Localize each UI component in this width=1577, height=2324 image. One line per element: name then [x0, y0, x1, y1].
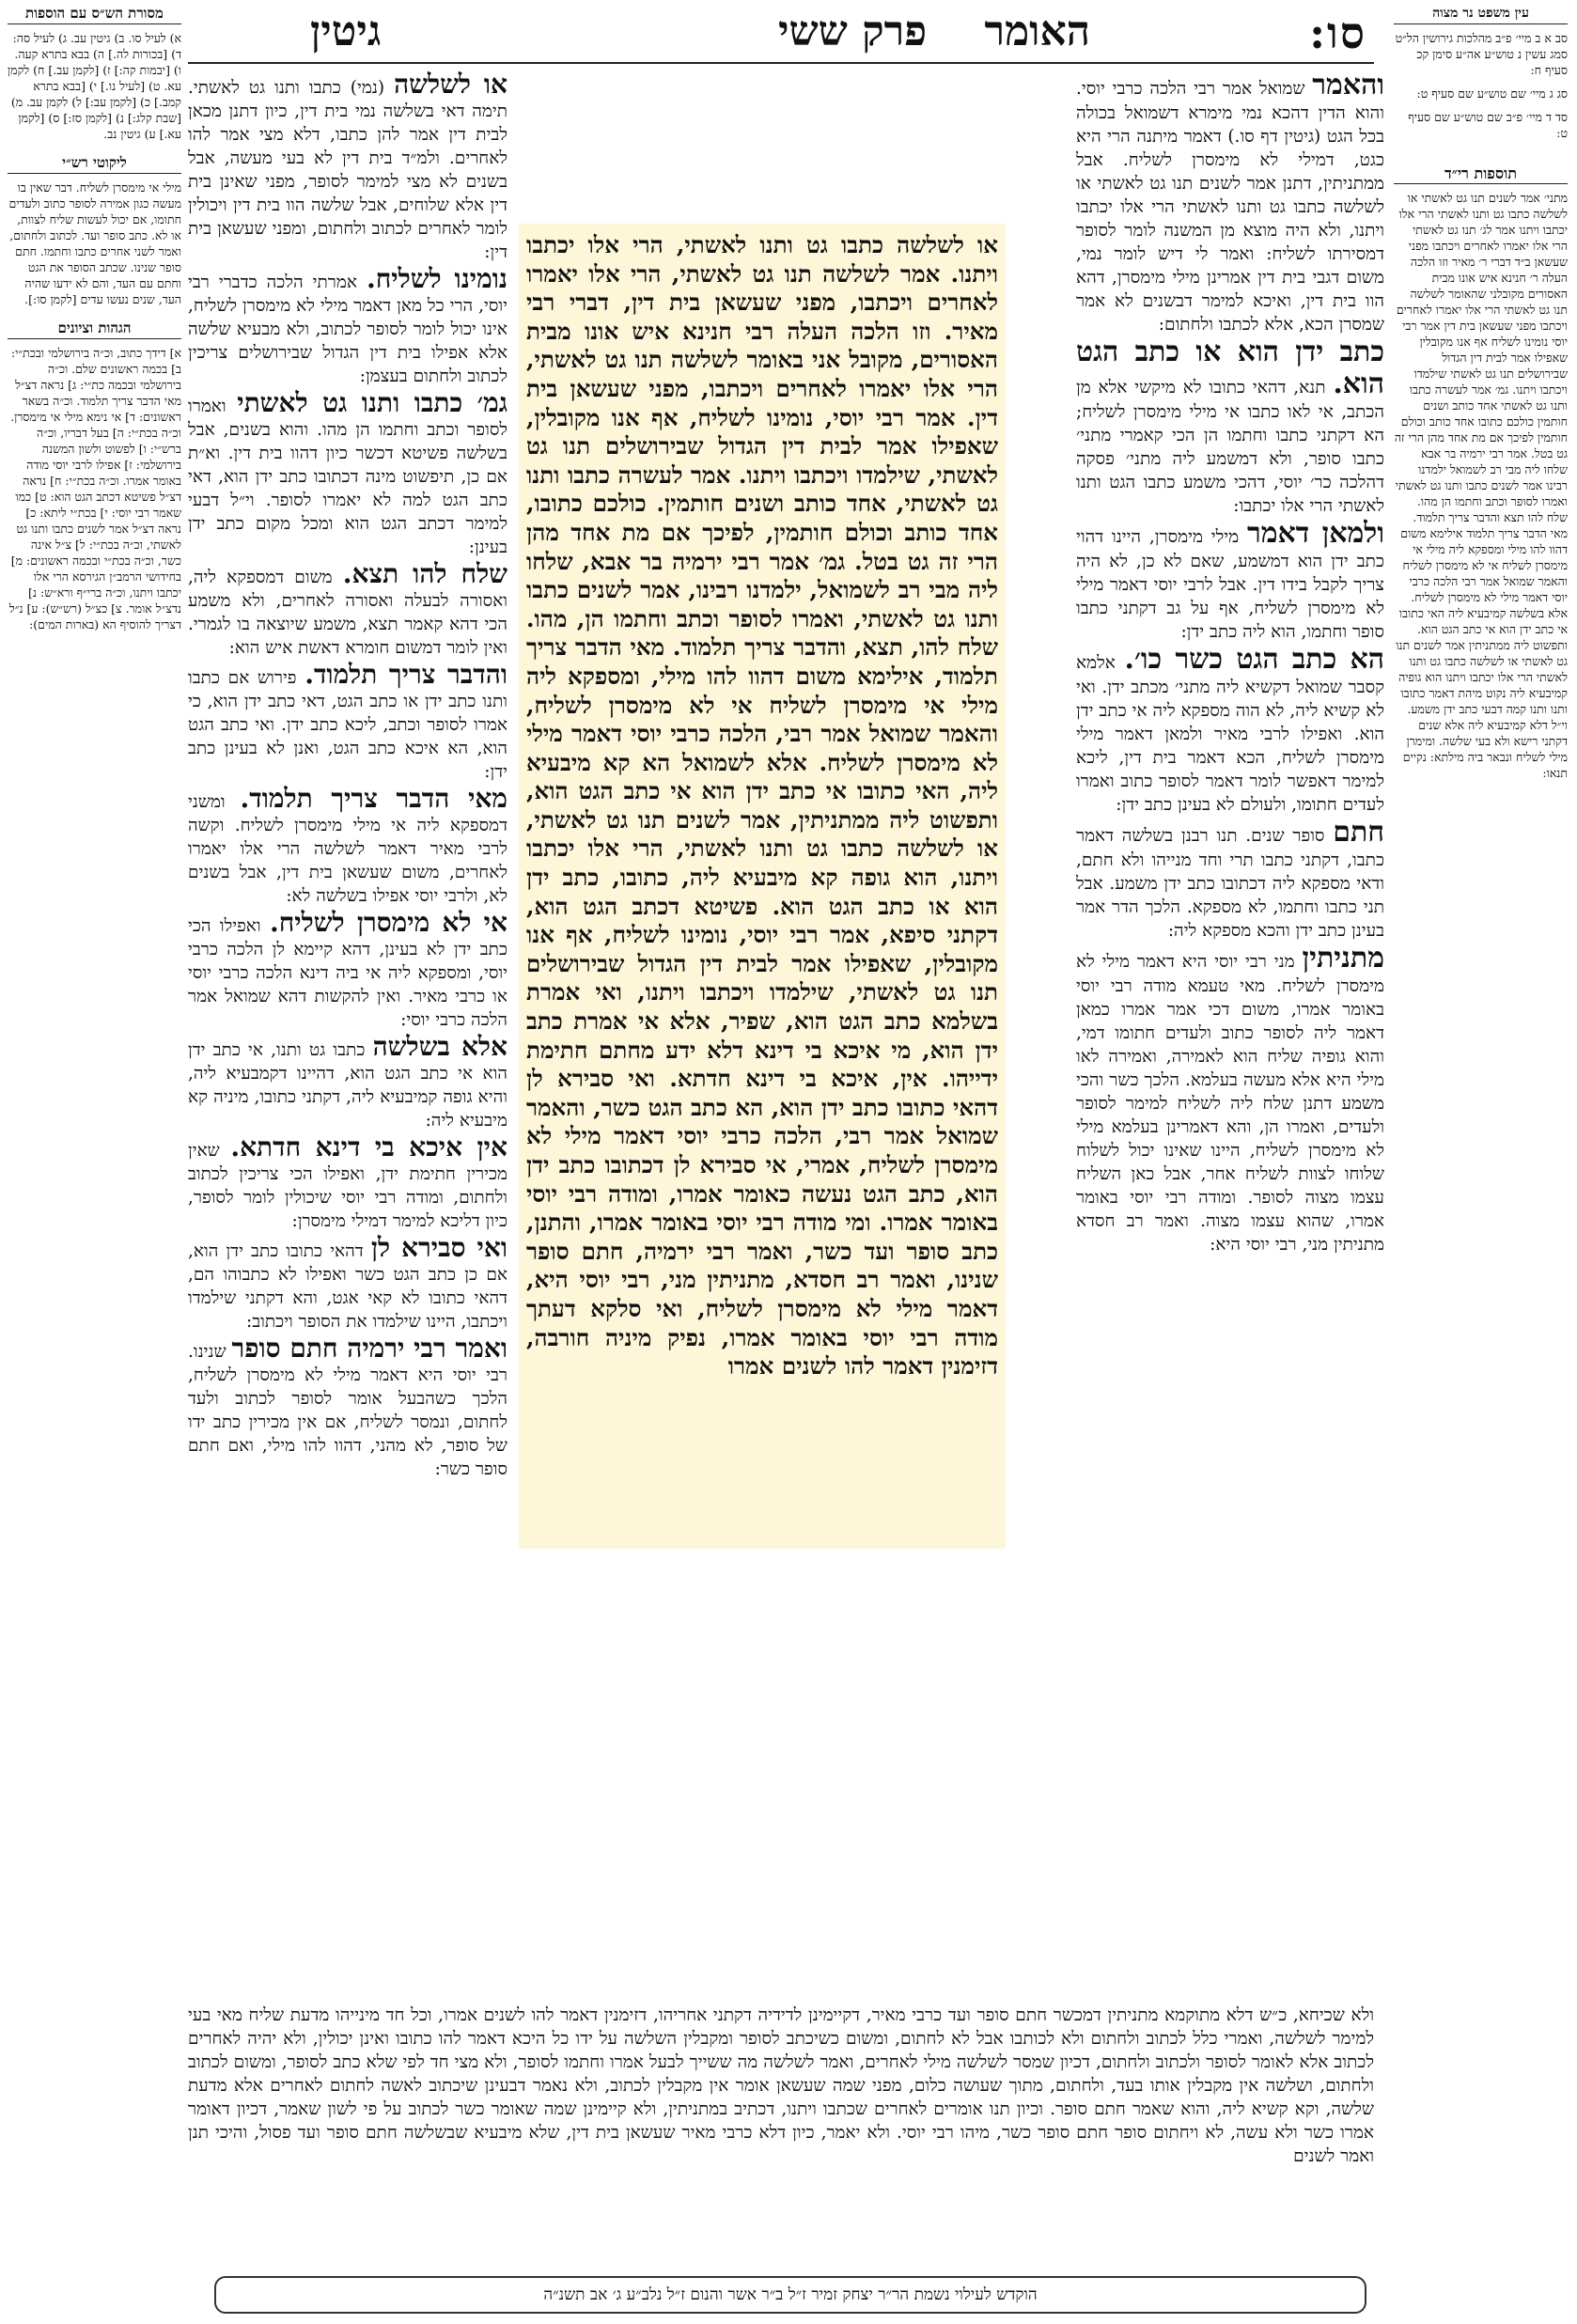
rashi-lead-word: חתם — [1333, 816, 1384, 849]
tosafot-lead-word: אי לא מימסרן לשליח. — [269, 907, 507, 938]
ein-mishpat-column — [1394, 6, 1568, 1899]
tosafot-text: ואמרו לסופר וכתב וחתמו הן מהו. והוא בשנים, אבל בשלשה פשיטא דכשר כיון דהוו בית דין. וא״ת אם כן, תיפשוט מינה דכתובו כתב ידן הוא, דאי כתב הגט למה לא יאמרו לסופר. וי״ל דבעי למימר דכתב הגט הוא ומכל מקום כתב ידן בעינן: — [188, 397, 507, 557]
tractate-name: גיטין — [310, 8, 382, 55]
tosafot-rid-text: מתני׳ אמר לשנים תנו גט לאשתי או לשלשה כתבו גט ותנו לאשתי הרי אלו יכתבו ויתנו אמר לג׳ תנו גט לאשתי הרי אלו יאמרו לאחרים ויכתבו מפני שעשאן ב״ד דברי ר׳ מאיר וזו הלכה העלה ר׳ חנינא איש אונו מבית האסורים מקובלני שהאומר לשלשה תנו גט לאשתי הרי אלו יאמרו לאחרים ויכתבו מפני שעשאן בית דין אמר רבי יוסי נומינו לשליח אף אנו מקובלין שאפילו אמר לבית דין הגדול שבירושלים תנו גט לאשתי שילמדו ויכתבו ויתנו. גמ׳ אמר לעשרה כתבו ותנו גט לאשתי אחד כותב ושנים חותמין כולכם כתובו אחד כותב וכולם חותמין לפיכך אם מת אחד מהן הרי זה גט בטל. אמר רבי ירמיה בר אבא שלחו ליה מבי רב לשמואל ילמדנו רבינו אמר לשנים כתבו ותנו גט לאשתי ואמרו לסופר וכתב וחתמו הן מהו. שלח להו תצא והדבר צריך תלמוד. מאי הדבר צריך תלמוד אילימא משום דהוו להו מילי ומספקא ליה מילי אי מימסרן לשליח אי לא מימסרן לשליח והאמר שמואל אמר רבי הלכה כרבי יוסי דאמר מילי לא מימסרן לשליח. אלא בשלשה קמיבעיא ליה האי כתובו אי כתב ידן הוא אי כתב הגט הוא. ותפשוט ליה ממתניתין אמר לשנים תנו גט לאשתי או לשלשה כתבו גט ותנו לאשתי הרי אלו יכתבו ויתנו הוא גופיה קמיבעיא ליה נקוט מיהת דאמר כתובו ותנו ותנו קמה דבעי כתב ידן משמע. וי״ל דלא קמיבעיא ליה אלא שנים דקתני רישא ולא בעי שלשה. ומימרן מילי לשליח ונבאר ביה מילתא: נקיים תנאו: — [1394, 191, 1568, 780]
rashi-lead-word: כתב ידן הוא או כתב הגט הוא. — [1076, 335, 1384, 400]
tosafot-section — [188, 1233, 507, 1334]
tosafot-text: (נמי) כתבו ותנו גט לאשתי. תימה דאי בשלשה נמי בית דין, כיון דתנן מכאן לבית דין אמר להן כתבו, דלא מצי אמר להו לאחרים. ולמ״ד בית דין לא בעי מעשה, אבל בשנים לא מצי למימר לסופר, מפני שאינן בית דין אלא שלוחים, אבל שלשה הוו בית דין ויכולין לומר לאחרים לכתוב ולחתום, ומפני שעשאן בית דין: — [188, 78, 507, 262]
tosafot-section — [188, 1334, 507, 1481]
tosafot-lead-word: והדבר צריך תלמוד. — [304, 659, 507, 690]
tosafot-lead-word: שלח להו תצא. — [342, 558, 507, 589]
tosafot-text: שאין מכירין חתימת ידן, ואפילו הכי צריכין לכתוב ולחתום, ומודה רבי יוסי שיכולין לומר לסופר, כיון דליכא למימר דמילי מימסרן: — [188, 1141, 507, 1231]
rashi-lead-word: והאמר — [1312, 70, 1384, 101]
daf-number: סו: — [1309, 8, 1366, 58]
tosafot-column — [188, 70, 507, 1991]
tosafot-text: שנינו. רבי יוסי היא דאמר מילי לא מימסרן לשליח, הלכך כשהבעל אומר לסופר לכתוב ולעד לחתום, ונמסר לשליח, אם אין מכירין כתב ידו של סופר, לא מהני, דהוו להו מילי, ואם חתם סופר כשר: — [188, 1342, 507, 1479]
likutei-title: ליקוטי רש״י — [8, 155, 181, 174]
likutei-rashi — [8, 155, 181, 307]
tosafot-text: ואפילו הכי כתב ידן לא בעינן, דהא קיימא לן הלכה כרבי יוסי, ומספקא ליה אי ביה דינא הלכה כרבי יוסי או כרבי מאיר. ואין להקשות דהא שמואל אמר הלכה כרבי יוסי: — [188, 916, 507, 1030]
rashi-text: סופר שנים. תנו רבנן בשלשה דאמר כתבו, דקתני כתבו תרי וחד מנייהו ולא חתם, ודאי מספקא ליה דכתובו כתב ידן משמע. אבל תני כתבו וחתמו, לא מספקא. הלכך הדר אמר בעינן כתב ידן והכא מספקא ליה: — [1076, 826, 1384, 941]
dedication-text: הוקדש לעילוי נשמת הר״ר יצחק זמיר ז״ל ב״ר אשר והנום ז״ל נלב״ע ג׳ אב תשנ״ה — [543, 2285, 1038, 2304]
rashi-section — [1076, 336, 1384, 518]
tosafot-section — [188, 264, 507, 388]
masoret-hashas — [8, 6, 181, 142]
rashi-text: שמואל אמר רבי הלכה כרבי יוסי. והוא הדין דהכא נמי מימרא דשמואל בכולה בכל הגט (גיטין דף סו.) דאמר מיתנה הרי היא כגט, דמילי לא מימסרן לשליח. אבל ממתניתין, דתנן אמר לשנים תנו גט לאשתי או לשלשה כתבו גט ותנו לאשתי הרי אלו יכתבו ויתנו, ולא היה מוצא מן המשנה לומר לסופר דמסירתו לשליח: ואמר לי דיש לומר נמי, משום דגבי בית דין אמרינן מילי מימסרן, דהא הוו בית דין, ואיכא למימר דבשנים לא אמר שמסרן הכא, אלא לכתבו ולחתום: — [1076, 79, 1384, 335]
tosafot-section — [188, 388, 507, 559]
commentary-bottom-spill — [188, 2004, 1374, 2248]
tosafot-section — [188, 908, 507, 1032]
tosafot-text: פירוש אם כתבו ותנו כתב ידן או כתב הגט, דאי כתב ידן הוא, כי אמרו לסופר וכתב, ליכא כתב ידן. ואי כתב הגט הוא, הא איכא כתב הגט, ואנן לא בעינן כתב ידן: — [188, 668, 507, 782]
tosafot-text: כתבו גט ותנו, אי כתב ידן הוא אי כתב הגט הוא, דהיינו דקמבעיא ליה, והיא גופה קמיבעיא ליה, דקתני כתובו, מיניה קא מיבעיא ליה: — [188, 1040, 507, 1131]
likutei-text: מילי אי מימסרן לשליח. דבר שאין בו מעשה כגון אמירה לסופר כתוב ולעדים חתומו, אם יכול לעשות שליח לצוות, או לא. כתב סופר ועד. לכתוב ולחתום, ואמר לשני אחרים כתבו וחתמו. חתם סופר שנינו. שכתב הסופר את הגט וחתם עם העד, והם לא ידעו שהיה העד, שנים נעשו עדים [לקמן סו:]. — [8, 180, 181, 306]
tosafot-lead-word: או לשלשה — [394, 70, 507, 100]
tosafot-text: אמרתי הלכה כדברי רבי יוסי, הרי כל מאן דאמר מילי לא מימסרן לשליח, אינו יכול לומר לסופר לכתוב, ולא מבעיא שלשה אלא אפילו בית דין הגדול שבירושלים צריכין לכתוב ולחתום בעצמן: — [188, 273, 507, 386]
tosafot-lead-word: ואמר רבי ירמיה חתם סופר — [231, 1333, 507, 1364]
ein-mishpat-entry: סד ד מיי׳ פ״ב שם טוש״ע שם סעיף ט: — [1408, 110, 1568, 140]
header-divider — [188, 62, 1374, 64]
tosafot-section — [188, 784, 507, 908]
tosafot-section — [188, 70, 507, 264]
tosafot-text: משום דמספקא ליה, ואסורה לבעלה ואסורה לאחרים, ולא משמע הכי דהא קאמר תצא, משמע שיוצאה בו לגמרי. ואין לומר דמשום חומרא דאשת איש הוא: — [188, 568, 507, 658]
hagahot-vetziyunim — [8, 320, 181, 632]
rashi-section — [1076, 644, 1384, 817]
rashi-lead-word: ולמאן דאמר — [1246, 517, 1384, 550]
rashi-text: מילי מימסרן, היינו דהוי כתב ידן הוא דמשמע, שאם לא כן, לא היה צריך לקבל בידו דין. אבל לרבי יוסי דאמר מילי לא מימסרן לשליח, אף על גב דקתני כתבו סופר וחתמו, הוא ליה כתב ידן: — [1076, 527, 1384, 642]
left-margin-column — [8, 6, 181, 1951]
tosafot-lead-word: נומינו לשליח. — [366, 263, 507, 294]
gemara-text: או לשלשה כתבו גט ותנו לאשתי, הרי אלו יכתבו ויתנו. אמר לשלשה תנו גט לאשתי, הרי אלו יאמרו לאחרים ויכתבו, מפני שעשאן בית דין, דברי רבי מאיר. וזו הלכה העלה רבי חנינא איש אונו מבית האסורים, מקובל אני באומר לשלשה תנו גט לאשתי, הרי אלו יאמרו לאחרים ויכתבו, מפני שעשאן בית דין. אמר רבי יוסי, נומינו לשליח, אף אנו מקובלין, שאפילו אמר לבית דין הגדול שבירושלים תנו גט לאשתי, שילמדו ויכתבו ויתנו. אמר לעשרה כתבו ותנו גט לאשתי, אחד כותב ושנים חותמין. כולכם כתובו, אחד כותב וכולם חותמין, לפיכך אם מת אחד מהן הרי זה גט בטל. גמ׳ אמר רבי ירמיה בר אבא, שלחו ליה מבי רב לשמואל, ילמדנו רבינו, אמר לשנים כתבו ותנו גט לאשתי, ואמרו לסופר וכתב וחתמו הן, מהו. שלח להו, תצא, והדבר צריך תלמוד. מאי הדבר צריך תלמוד, אילימא משום דהוו להו מילי, ומספקא ליה מילי אי מימסרן לשליח אי לא מימסרן לשליח, והאמר שמואל אמר רבי, הלכה כרבי יוסי דאמר מילי לא מימסרן לשליח. אלא לשמואל הא קא מיבעיא ליה, האי כתובו אי כתב ידן הוא אי כתב הגט הוא, ותפשוט ליה ממתניתין, אמר לשנים תנו גט לאשתי, או לשלשה כתבו גט ותנו לאשתי, הרי אלו יכתבו ויתנו, הוא גופה קא מיבעיא ליה, כתובו, כתב ידן הוא או כתב הגט הוא. פשיטא דכתב הגט הוא, דקתני סיפא, אמר רבי יוסי, נומינו לשליח, אף אנו מקובלין, שאפילו אמר לבית דין הגדול שבירושלים תנו גט לאשתי, שילמדו ויכתבו ויתנו, ואי אמרת בשלמא כתב הגט הוא, שפיר, אלא אי אמרת כתב ידן הוא, מי איכא בי דינא דלא ידע מחתם חתימת ידייהו. אין, איכא בי דינא חדתא. ואי סבירא לן דהאי כתובו כתב ידן הוא, הא כתב הגט כשר, והאמר שמואל אמר רבי, הלכה כרבי יוסי דאמר מילי לא מימסרן לשליח, אמרי, אי סבירא לן דכתובו כתב ידן הוא, כתב הגט נעשה כאומר אמרו, ומודה רבי יוסי באומר אמרו. ומי מודה רבי יוסי באומר אמרו, והתנן, כתב סופר ועד כשר, ואמר רבי ירמיה, חתם סופר שנינו, ואמר רב חסדא, מתניתין מני, רבי יוסי היא, דאמר מילי לא מימסרן לשליח, ואי סלקא דעתך מודה רבי יוסי באומר אמרו, נפיק מיניה חורבה, דזימנין דאמר להו לשנים אמרו — [526, 231, 998, 1380]
rashi-section — [1076, 518, 1384, 644]
rashi-text: מני רבי יוסי היא דאמר מילי לא מימסרן לשליח. מאי טעמא מודה רבי יוסי באומר אמרו, משום דכי אמר אמרו כמאן דאמר ליה לסופר כתוב ולעדים חתומו דמי, והוא גופיה שליח הוא לאמירה, ואמירה לאו מילי היא אלא מעשה בעלמא. הלכך כשר והכי משמע דתנן שלח ליה לשליח למימר לסופר ולעדים, ואמרו הן, והא דאמרינן בעלמא מילי לא מימסרן לשליח, היינו שאינו יכול לשלוח שלוחו לצוות לשליח אחר, אבל כאן השליח עצמו מצוה לסופר. ומודה רבי יוסי באומר אמרו, שהוא עצמו מצוה. ואמר רב חסדא מתניתין מני, רבי יוסי היא: — [1076, 952, 1384, 1255]
rashi-text: תנא, דהאי כתובו לא מיקשי אלא מן הכתב, אי לאו כתבו אי מילי מימסרן לשליח; הא דקתני כתבו וחתמו הן הכי קאמרי מתני׳ כתבו סופר, ולא דמשמע ליה מתני׳ פסקה דהלכה כר׳ יוסי, דהכי משמע כתבו הגט ותנו לאשתי הרי אלו יכתבו: — [1076, 378, 1384, 516]
tosafot-rid-title: תוספות רי״ד — [1394, 165, 1568, 184]
ein-mishpat-entry: סב א ב מיי׳ פ״ב מהלכות גירושין הל״ט סמג עשין נ טוש״ע אה״ע סימן קכ סעיף ח: — [1395, 31, 1568, 77]
tosafot-section — [188, 1032, 507, 1132]
tosafot-section — [188, 559, 507, 660]
masoret-text: א) לעיל סו. ב) גיטין עב. ג) לעיל סה: ד) [בכורות לה.] ה) בבא בתרא קעה. ו) [יבמות קה:] ז) [לקמן עב.] ח) לקמן עא. ט) [לעיל נו.] י) [בבא בתרא קמב.] כ) [לקמן עב:] ל) לקמן עב. מ) [שבת קלג:] נ) [לקמן סז:] ס) [לקמן עא.] ע) גיטין נב. — [8, 31, 181, 141]
tosafot-lead-word: אלא בשלשה — [372, 1031, 507, 1062]
tosafot-text: דהאי כתובו כתב ידן הוא, אם כן כתב הגט כשר ואפילו לא כתבוהו הם, דהאי כתובו לא קאי אגט, והא דקתני שילמדו ויכתבו, היינו שילמדו את הסופר ויכתוב: — [188, 1241, 507, 1332]
tosafot-lead-word: גמ׳ כתבו ותנו גט לאשתי — [237, 387, 507, 418]
rashi-text: אלמא קסבר שמואל דקשיא ליה מתני׳ מכתב ידן. ואי לא קשיא ליה, לא הוה מספקא ליה אי כתב ידן הוא. ואפילו לרבי מאיר ולמאן דאמר מילי מימסרן לשליח, הכא דאמר בית דין, ליכא למימר דאפשר לומר דאמר לסופר כתוב ואמרו לעדים חתומו, ולעולם לא בעינן כתב ידן: — [1076, 653, 1384, 815]
rashi-lead-word: הא כתב הגט כשר כו׳. — [1124, 643, 1384, 676]
rashi-section — [1076, 817, 1384, 943]
tosafot-section — [188, 660, 507, 784]
perek-number: פרק ששי — [777, 8, 928, 55]
tosafot-lead-word: ואי סבירא לן — [370, 1232, 507, 1263]
dedication-box — [214, 2276, 1366, 2314]
rashi-section — [1076, 70, 1384, 336]
tosafot-lead-word: מאי הדבר צריך תלמוד. — [240, 783, 507, 814]
perek-heading — [778, 8, 1090, 55]
gemara-column — [526, 231, 998, 1547]
ein-mishpat-title: עין משפט נר מצוה — [1394, 6, 1568, 24]
hagahot-title: הגהות וציונים — [8, 320, 181, 339]
ein-mishpat-entry: סג ג מיי׳ שם טוש״ע שם סעיף ט: — [1416, 86, 1568, 101]
perek-name: האומר — [984, 8, 1090, 55]
bottom-text: ולא שכיחא, כ״ש דלא מתוקמא מתניתין דמכשר חתם סופר ועד כרבי מאיר, דקיימינן לדידיה דקתני אחריהו, דזימנין דאמר להו לשנים אמרו, וכל חד מינייהו מדעת שליח מאי בעי למימר לשלשה, ואמרי כלל לכתוב ולחתום ולא לכותבו אבל לא לחתום, ומשום כשיכתב לסופר ומקבלין השלשה על ידו כל היכא דאמר להו כתובו ואינן יכולין, ולא יהיה לאחרים לכתוב אלא לאומר לסופר ולכתוב ולחתום, דכיון שמסר לשלשה מילי לאחרים, ואמר לשלשה מה ששייך לבעל אמרו וחתמו לסופר, ולא מצי חד לפי שלא כתב לסופר, ומשום לכתוב ולחתום, ושלשה אין מקבלין אותו בעד, ולחתום, מתוך שעושה כלום, מפני שמה שעשאן אומר אין מקבלין לכתוב, ולא נאמר דבעינן שיכתוב לאשה לחתום לאחרים אלא מדעת שלשה, וקא קשיא ליה, והוא שאמר חתם סופר. וכיון תנו אומרים לאחרים שכתבו ויתנו, דכתיב במתניתין, ולא קיימינן שמה שאומר כשר לכתוב על פי לשון שאמר, דכיון דאומר אמרו כשר ולא עשה, לא ויחתום סופר חתם סופר כשר, מיהו רבי יוסי. ולא יאמר, כיון דלא כרבי מאיר שעשאן בית דין, שלא מיבעיא שבשלשה חתם סופר ועד פסול, והיכי תנן ואמר לשנים — [188, 2005, 1374, 2166]
hagahot-text: א] דידך כתוב, וכ״ה בירושלמי ובכת״י: ב] בכמה ראשונים שלם. וכ״ה בירושלמי ובכמה כת״י: ג] נראה דצ״ל מאי הדבר צריך תלמוד. וכ״ה בשאר ראשונים: ד] אי נימא מילי אי מימסרן. וכ״ה בכת״י: ה] בעל דבריו, וכ״ה ברש״י: ו] לפשוט ולשון המשנה בירושלמי: ז] אפילו לרבי יוסי מודה באומר אמרו. וכ״ה בכת״י: ח] נראה דצ״ל פשיטא דכתב הגט הוא: ט] כמו שאמר רבי יוסי: י] בכת״י ליתא: כ] נראה דצ״ל אמר לשנים כתבו ותנו גט לאשתי, וכ״ה בכת״י: ל] צ״ל אינה כשר, וכ״ה בכת״י ובכמה ראשונים: מ] בחידושי הרמב״ן הגירסא הרי אלו יכתבו ויתנו, וכ״ה ברי״ף ורא״ש: נ] נדצ״ל אומר. צ] כצ״ל (רש״ש): ע] נ״ל דצריך להוסיף הא (בארות המים): — [8, 346, 181, 632]
tosafot-section — [188, 1132, 507, 1233]
rashi-lead-word: מתניתין — [1302, 942, 1384, 975]
rashi-section — [1076, 943, 1384, 1256]
tosafot-lead-word: אין איכא בי דינא חדתא. — [230, 1131, 507, 1162]
rashi-column — [1076, 70, 1384, 1991]
masoret-title: מסורת הש״ס עם הוספות — [8, 6, 181, 24]
page-header — [188, 8, 1372, 62]
tosafot-text: ומשני דמספקא ליה אי מילי מימסרן לשליח. וקשה לרבי מאיר דאמר לשלשה הרי אלו יאמרו לאחרים, משום שעשאן בית דין, אבל בשנים לא, ולרבי יוסי אפילו בשלשה לא: — [188, 792, 507, 906]
